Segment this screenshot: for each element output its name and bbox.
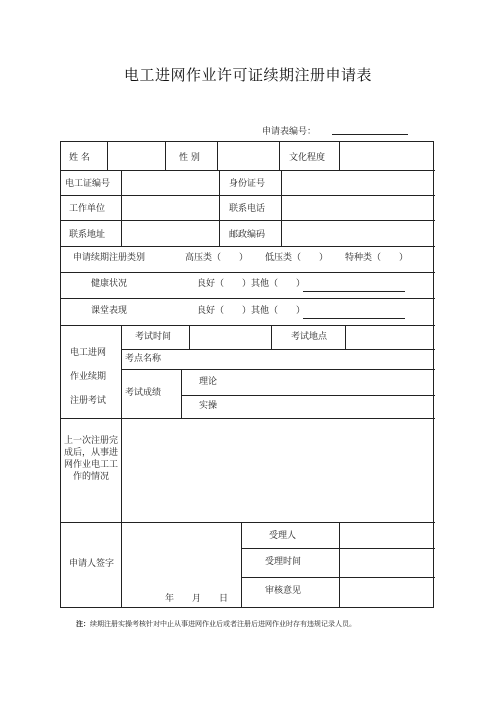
signature-date: 年 月 日 bbox=[165, 594, 229, 604]
phone-label: 联系电话 bbox=[229, 204, 266, 214]
cert-number-label: 电工证编号 bbox=[65, 179, 111, 189]
previous-work-label: 上一次注册完成后，从事进网作业电工工作的情况 bbox=[63, 436, 118, 482]
name-label: 姓 名 bbox=[69, 153, 90, 163]
employer-label: 工作单位 bbox=[69, 204, 106, 214]
review-opinion-label: 审核意见 bbox=[265, 586, 302, 596]
exam-venue-label: 考点名称 bbox=[125, 354, 162, 364]
receive-time-label: 受理时间 bbox=[265, 557, 302, 567]
education-label: 文化程度 bbox=[289, 153, 326, 163]
footnote bbox=[76, 619, 356, 629]
application-form-table bbox=[60, 141, 434, 608]
special-category-option[interactable]: 特种类（ ） bbox=[345, 253, 409, 263]
address-label: 联系地址 bbox=[69, 230, 106, 240]
classroom-label: 课堂表现 bbox=[91, 306, 128, 316]
footnote-text: 续期注册实操考核针对中止从事进网作业后或者注册后进网作业时存有违规记录人员。 bbox=[90, 620, 356, 628]
exam-place-label: 考试地点 bbox=[291, 332, 328, 342]
form-title: 电工进网作业许可证续期注册申请表 bbox=[123, 66, 372, 84]
classroom-options[interactable]: 良好（ ）其他（ ） bbox=[197, 306, 306, 316]
applicant-signature-label: 申请人签字 bbox=[69, 559, 115, 569]
footnote-prefix: 注： bbox=[76, 619, 90, 628]
renewal-category-label: 申请续期注册类别 bbox=[73, 253, 146, 263]
exam-time-label: 考试时间 bbox=[135, 332, 172, 342]
postcode-label: 邮政编码 bbox=[229, 230, 266, 240]
application-number-label: 申请表编号： bbox=[262, 127, 317, 137]
theory-label: 理论 bbox=[199, 377, 218, 387]
low-voltage-option[interactable]: 低压类（ ） bbox=[265, 253, 329, 263]
health-options[interactable]: 良好（ ）其他（ ） bbox=[197, 279, 306, 289]
gender-label: 性 别 bbox=[179, 153, 200, 163]
id-number-label: 身份证号 bbox=[229, 179, 266, 189]
application-number-field[interactable] bbox=[332, 134, 408, 135]
high-voltage-option[interactable]: 高压类（ ） bbox=[185, 253, 249, 263]
exam-section-label: 电工进网 作业续期 注册考试 bbox=[70, 348, 107, 406]
practice-label: 实操 bbox=[199, 401, 218, 411]
health-label: 健康状况 bbox=[91, 279, 128, 289]
exam-score-label: 考试成绩 bbox=[125, 388, 162, 398]
receiver-label: 受理人 bbox=[269, 531, 297, 541]
